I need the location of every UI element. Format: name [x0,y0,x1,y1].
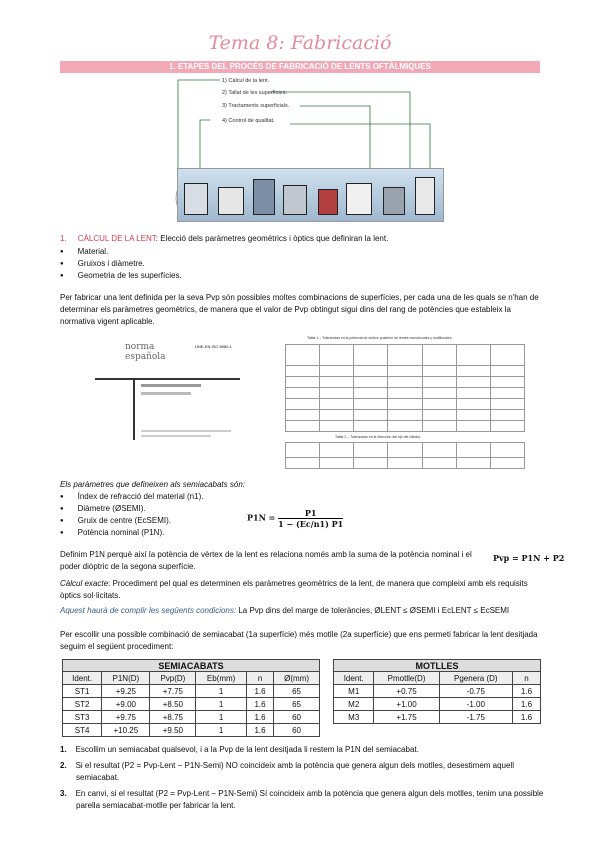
step-2: 2) Tallat de les superfícies. [222,90,288,96]
list-item: ● Gruixos i diàmetre. [60,258,182,270]
tolerance-table-2 [285,442,525,469]
motlles-caption: MOTLLES [334,660,541,672]
column-header: Pmotlle(D) [374,672,439,685]
column-header: P1N(D) [102,672,150,685]
table-cell: -0.75 [439,685,512,698]
paragraph-p1n: Definim P1N perquè així la potència de vèrtex de la lent es relaciona només amb la suma de la potència nominal i el poder diòptric de la segona superfície. [60,550,472,571]
table-cell: +9.75 [102,711,150,724]
table-cell: +7.75 [150,685,196,698]
section1-title: CÀLCUL DE LA LENT [77,234,156,243]
column-header: n [246,672,273,685]
table-cell: 1.6 [512,698,540,711]
table-row [63,724,320,737]
table-cell: 1.6 [512,711,540,724]
table-cell: 60 [274,711,320,724]
column-header: Pvp(D) [150,672,196,685]
step-4: 4) Control de qualitat. [222,118,275,124]
table-cell: M3 [334,711,374,724]
table-cell: 65 [274,685,320,698]
table2-caption: Tabla 2 – Tolerancias en la dirección del eje del cilindro [335,435,421,439]
list-item: ● Índex de refracció del material (n1). [60,491,203,503]
calcul-label: Càlcul exacte [60,579,109,588]
list-item: ● Material. [60,246,182,258]
table-cell: +0.75 [374,685,439,698]
table-cell: 1.6 [512,685,540,698]
table-row [63,685,320,698]
column-header: Ident. [63,672,102,685]
section1-bullets [60,246,182,282]
paragraph-procedure: Per escollir una possible combinació de semiacabat (1a superfície) més motlle (2a superfície) que ens permeti fabricar la lent desitjada seguim el següent procediment: [60,630,538,651]
paragraph-conditions [60,605,545,617]
table-cell: +9.25 [102,685,150,698]
list-item: 2. Si el resultat (P2 = Pvp-Lent − P1N-Semi) NO coincideix amb la potència que genera algun dels motlles, desestimem aquell semiacabat. [60,761,515,782]
procedure-step-3: En canvi, si el resultat (P2 = Pvp-Lent − P1N-Semi) Sí coincideix amb la potència que genera algun dels motlles, tenim una possible parella semiacabat-motlle per fabricar la lent. [75,789,544,810]
tolerance-table-1 [285,344,525,432]
table-cell: M1 [334,685,374,698]
section1-heading [60,233,545,245]
semiacabats-params [60,491,203,539]
paragraph-pvp: Per fabricar una lent definida per la seva Pvp són possibles moltes combinacions de superfícies, per cada una de les quals se n'han de determinar els paràmetres geomètrics, de manera que el valor de Pvp obtingut sigui dins del rang de potències que estableix la normativa vigent aplicable. [60,293,539,326]
norma-document-image [95,340,245,450]
semiacabats-intro: Els paràmetres que defineixen als semiacabats són: [60,480,245,489]
norma-line1: norma [125,342,155,352]
procedure-step-2: Si el resultat (P2 = Pvp-Lent − P1N-Semi) NO coincideix amb la potència que genera algun dels motlles, desestimem aquell semiacabat. [75,761,515,782]
table-cell: 65 [274,698,320,711]
table-row [334,685,541,698]
table-cell: M2 [334,698,374,711]
table-cell: ST3 [63,711,102,724]
norma-code: UNE-EN ISO 8980-1 [195,344,232,349]
formula-p1n-den: 1 − (Ec/n1) P1 [278,519,344,529]
procedure-step-1: Escollim un semiacabat qualsevol, i a la Pvp de la lent desitjada li restem la P1N del semiacabat. [75,745,419,754]
table-row [334,698,541,711]
semiacabats-table [62,659,320,737]
table-cell: ST4 [63,724,102,737]
table-row [63,711,320,724]
table1-caption: Tabla 1 – Tolerancias en la potencia de vértice posterior de lentes monofocales y multifocales [307,336,452,340]
machines-photo [177,168,444,222]
step-3: 3) Tractaments superficials. [222,103,290,109]
paragraph-calcul [60,578,545,602]
list-item: 1. Escollim un semiacabat qualsevol, i a la Pvp de la lent desitjada li restem la P1N del semiacabat. [60,745,419,754]
motlles-table [333,659,541,724]
column-header: Ident. [334,672,374,685]
table-cell: 1.6 [246,685,273,698]
table-cell: 1.6 [246,711,273,724]
column-header: Pgenera (D) [439,672,512,685]
section-banner: 1. ETAPES DEL PROCÉS DE FABRICACIÓ DE LENTS OFTÀLMIQUES [60,61,540,73]
table-cell: 1 [196,685,247,698]
semiacabats-caption: SEMIACABATS [63,660,320,672]
section1-number: 1. [60,234,67,243]
formula-pvp: Pvp = P1N + P2 [493,553,565,563]
column-header: Eb(mm) [196,672,247,685]
table-cell: 1.6 [246,724,273,737]
step-1: 1) Càlcul de la lent. [222,78,270,84]
procedure-list [60,744,545,812]
tolerance-tables-image [285,336,535,478]
table-cell: -1.00 [439,698,512,711]
formula-p1n [247,508,343,529]
table-cell: +9.00 [102,698,150,711]
formula-p1n-lhs: P1N = [247,512,279,523]
section1-intro: : Elecció dels paràmetres geomètrics i òptics que definiran la lent. [155,234,389,243]
conditions-label: Aquest haurà de complir les següents condicions: [60,606,237,615]
list-item: ● Potència nominal (P1N). [60,527,203,539]
table-cell: ST1 [63,685,102,698]
table-cell: 1.6 [246,698,273,711]
column-header: n [512,672,540,685]
table-cell: 60 [274,724,320,737]
formula-p1n-num: P1 [278,508,343,519]
list-item: ● Diàmetre (ØSEMI). [60,503,203,515]
table-cell: 1 [196,698,247,711]
page-title: Tema 8: Fabricació [208,32,392,54]
table-cell: +1.75 [374,711,439,724]
table-cell: 1 [196,724,247,737]
calcul-text: : Procediment pel qual es determinen els paràmetres geomètrics de la lent, de manera que compleixi amb els requisits òptics sol·licitats. [60,579,528,600]
table-cell: +8.50 [150,698,196,711]
list-item: 3. En canvi, si el resultat (P2 = Pvp-Lent − P1N-Semi) Sí coincideix amb la potència que genera algun dels motlles, tenim una possible parella semiacabat-motlle per fabricar la lent. [60,789,544,810]
table-cell: -1.75 [439,711,512,724]
conditions-text: La Pvp dins del marge de toleràncies, ØLENT ≤ ØSEMI i EcLENT ≤ EcSEMI [236,606,510,615]
table-cell: +10.25 [102,724,150,737]
table-cell: +9.50 [150,724,196,737]
list-item: ● Geometria de les superfícies. [60,270,182,282]
norma-line2: española [125,352,166,362]
table-cell: +8.75 [150,711,196,724]
table-row [334,711,541,724]
table-cell: 1 [196,711,247,724]
list-item: ● Gruix de centre (EcSEMI). [60,515,203,527]
table-cell: ST2 [63,698,102,711]
table-row [63,698,320,711]
column-header: Ø(mm) [274,672,320,685]
table-cell: +1.00 [374,698,439,711]
